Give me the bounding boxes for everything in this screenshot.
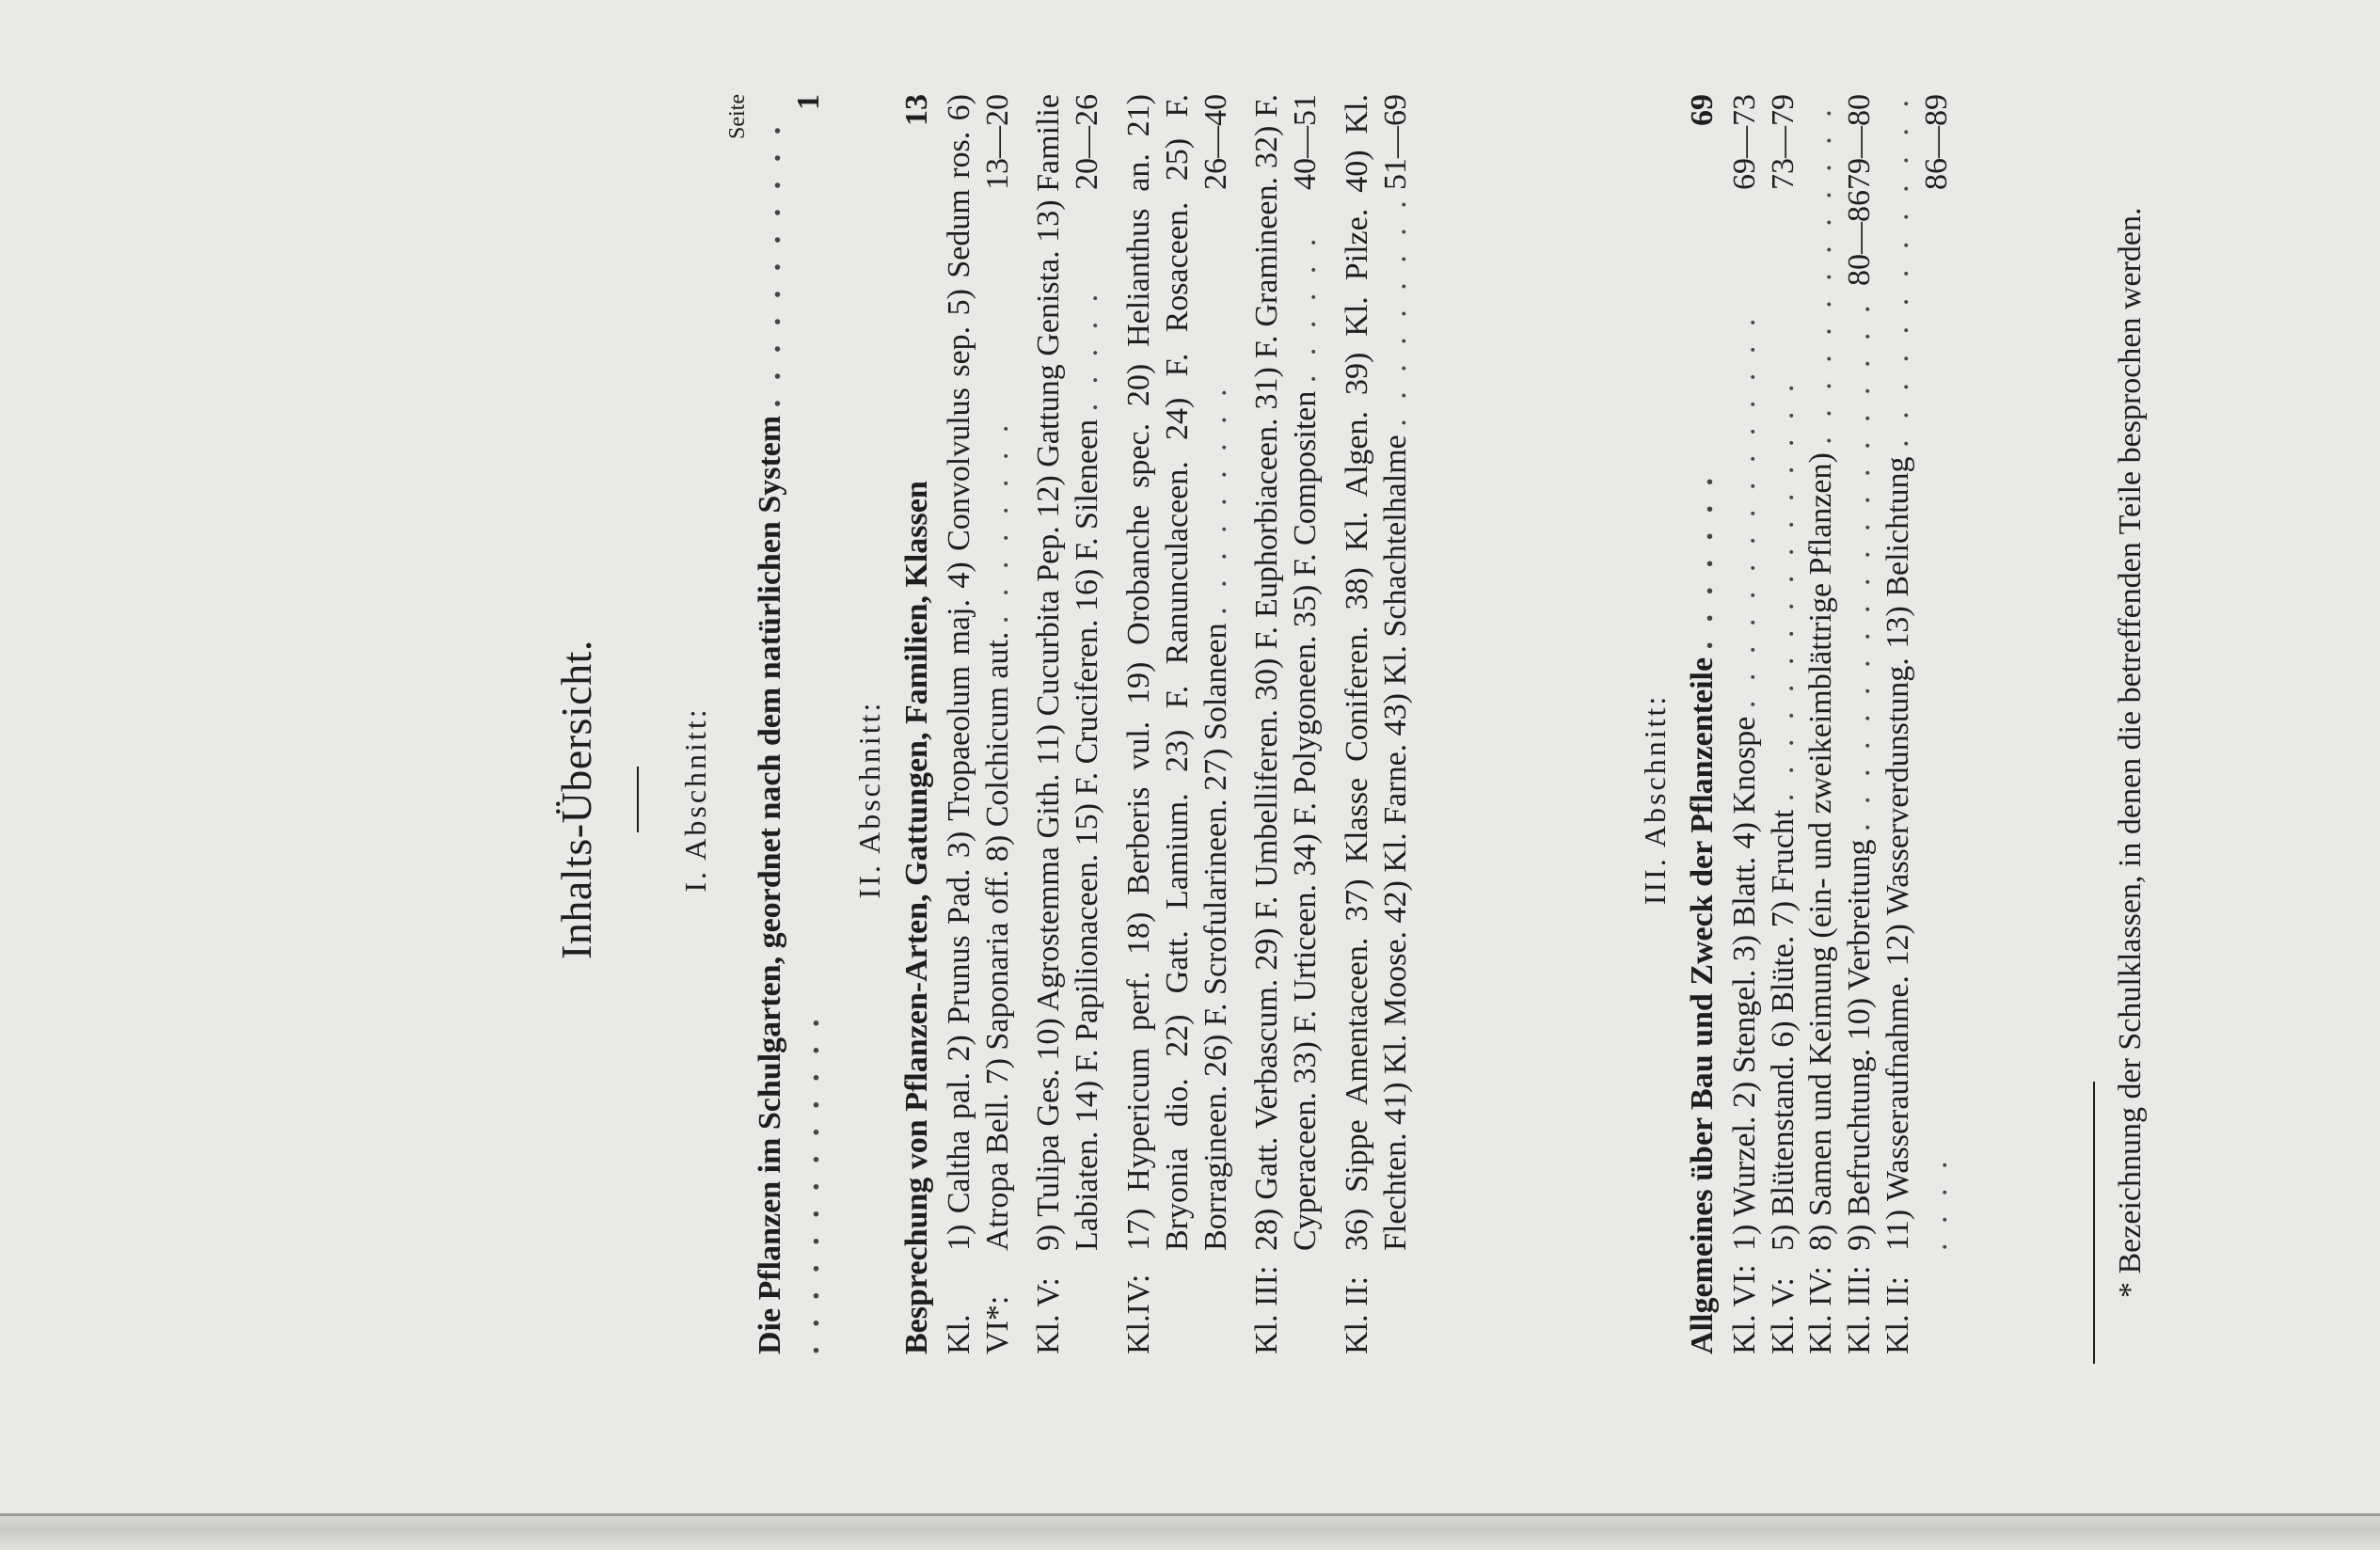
list-item: [1120, 94, 1235, 1354]
class-label: Kl. V:: [1031, 1277, 1067, 1354]
entry-text-body: 17) Hypericum perf. 18) Berberis vul. 19) Orobanche spec. 20) Helianthus an. 21) Bryonia dio. 22) Gatt. Lamium. 23) F. Ranunculaceen. 24) F. Rosaceen. 25) F. Borragineen. 26) F. Scrofularineen. 27) Solaneen: [1120, 94, 1233, 1251]
entry-text: [1339, 94, 1416, 1251]
document-page: [541, 94, 2328, 1505]
list-item: [1339, 94, 1416, 1354]
entry-text: [1765, 94, 1803, 1251]
section-1-heading: I. Abschnitt:: [678, 706, 712, 893]
section-2-entry: [898, 94, 1416, 1354]
entry-text: [1248, 94, 1325, 1251]
class-label: Kl. II:: [1339, 1275, 1374, 1354]
entry-page: 73—79: [1765, 94, 1801, 190]
leader-dots: . . . . . . .: [1685, 471, 1720, 650]
leader-dots: . . . . . . . . .: [1377, 195, 1413, 427]
leader-dots: . . . . . . . . . . . . .: [1803, 103, 1839, 445]
seite-label: Seite: [725, 94, 750, 139]
list-item: [1841, 94, 1880, 1354]
leader-dots: . . . . . . . .: [979, 419, 1015, 625]
entry-text-body: 28) Gatt. Verbascum. 29) F. Umbelliferen. 30) F. Euphorbiaceen. 31) F. Gramineen. 32) F. Cyperaceen. 33) F. Urticeen. 34) F. Polygoneen. 35) F. Compositen: [1249, 94, 1324, 1251]
page-title: Inhalts-Übersicht.: [552, 640, 600, 959]
class-label: Kl.IV:: [1120, 1273, 1156, 1354]
section-1-title: [752, 94, 829, 1354]
entry-text: [941, 94, 1018, 1251]
leader-dots: . . . . . . . . . . . . . . . . . . . .: [1842, 299, 1878, 832]
list-item: [1248, 94, 1325, 1354]
section-3-entry: [1684, 94, 1957, 1354]
entry-page: 26—40: [1198, 94, 1233, 190]
class-label: Kl. III:: [1842, 1265, 1878, 1354]
entry-page: 86—89: [1918, 94, 1954, 190]
list-item: [1765, 94, 1803, 1354]
section-3-heading: III. Abschnitt:: [1638, 693, 1672, 906]
section-2-title-text: Besprechung von Pflanzen-Arten, Gattungen, Familien, Klassen: [899, 481, 934, 1354]
section-1-entry: [724, 94, 828, 1354]
entry-text-body: 36) Sippe Amentaceen. 37) Klasse Coniferen. 38) Kl. Algen. 39) Kl. Pilze. 40) Kl. Flechten. 41) Kl. Moose. 42) Kl. Farne. 43) Kl. Schachtelhalme: [1339, 94, 1413, 1251]
entry-text-body: 1) Caltha pal. 2) Prunus Pad. 3) Tropaeolum maj. 4) Convolvulus sep. 5) Sedum ros. 6) Atropa Bell. 7) Saponaria off. 8) Colchicum aut.: [941, 94, 1015, 1251]
entry-text: [1880, 94, 1957, 1251]
entry-text: [1030, 94, 1107, 1251]
entry-text-body: 9) Tulipa Ges. 10) Agrostemma Gith. 11) Cucurbita Pep. 12) Gattung Genista. 13) Familie Labiaten. 14) F. Papilionaceen. 15) F. Cruciferen. 16) F. Sileneen: [1031, 94, 1105, 1251]
section-3-title-text: Allgemeines über Bau und Zweck der Pflanzenteile: [1685, 656, 1720, 1354]
entry-page: 51—69: [1377, 94, 1413, 190]
section-1-page: 1: [790, 94, 826, 110]
section-1-title-text: Die Pflanzen im Schulgarten, geordnet nach dem natürlichen System: [752, 415, 787, 1354]
entry-text-body: 1) Wurzel. 2) Stengel. 3) Blatt. 4) Knospe: [1726, 716, 1762, 1251]
entry-text-body: 11) Wasseraufnahme. 12) Wasserverdunstung. 13) Belichtung: [1880, 456, 1915, 1251]
entry-page: 80—86: [1842, 190, 1878, 286]
entry-text: [1841, 94, 1880, 1251]
entry-page: 13—20: [979, 94, 1015, 190]
list-item: [1030, 94, 1107, 1354]
section-2-page: 13: [899, 94, 934, 126]
leader-dots: . . . . . . . . . . . . . . .: [1726, 312, 1762, 709]
class-label: Kl. II:: [1880, 1275, 1915, 1354]
leader-dots: . . . . . . . . .: [1198, 383, 1233, 615]
class-label: Kl. IV:: [1803, 1266, 1839, 1354]
class-label: Kl. V:: [1765, 1277, 1801, 1354]
class-label: Kl. III:: [1249, 1265, 1285, 1354]
entry-page: 69—73: [1726, 94, 1762, 190]
class-label: Kl. VI:: [1726, 1264, 1762, 1354]
entry-text: [1726, 94, 1765, 1251]
leader-dots: . . . . . . . . . . . . . . . . . . . . . . . .: [752, 120, 826, 1354]
list-item: [1726, 94, 1765, 1354]
section-2-title: [898, 94, 937, 1354]
entry-text-body: 8) Samen und Keimung (ein- und zweikeimblättrige Pflanzen): [1803, 452, 1839, 1251]
entry-page: 79—80: [1842, 94, 1878, 190]
leader-dots: . . . . . .: [1288, 232, 1324, 384]
entry-text-body: 5) Blütenstand. 6) Blüte. 7) Frucht: [1765, 809, 1801, 1251]
list-item: [1880, 94, 1957, 1354]
section-3-page: 69: [1685, 94, 1720, 126]
title-rule: [637, 767, 639, 832]
entry-page: 40—51: [1288, 94, 1324, 190]
section-3-title: [1684, 94, 1722, 1354]
entry-page: 20—26: [1070, 94, 1105, 190]
class-label: Kl. VI*:: [941, 1295, 1015, 1354]
leader-dots: . . . . . . . . . . . . . . . .: [1765, 378, 1801, 802]
entry-text: [1120, 94, 1235, 1251]
entry-text-body: 9) Befruchtung. 10) Verbreitung: [1842, 839, 1878, 1251]
footnote: * Bezeichnung der Schulklassen, in denen die betreffenden Teile besprochen werden.: [2113, 207, 2148, 1298]
scan-edge: [0, 1516, 2380, 1550]
leader-dots: . . . . .: [1070, 288, 1105, 412]
leader-dots: . . . . . . . . . . . . . . . . .: [1880, 93, 1954, 1251]
section-2-heading: II. Abschnitt:: [852, 700, 886, 899]
list-item: [941, 94, 1018, 1354]
footnote-rule: [2093, 1082, 2095, 1364]
